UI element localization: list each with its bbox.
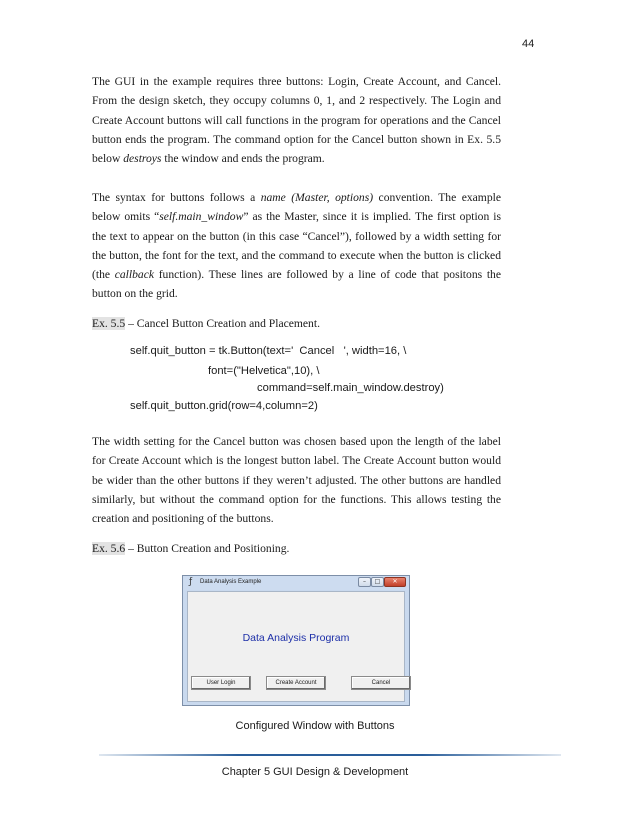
emphasis-main-window: self.main_window bbox=[159, 210, 244, 224]
example-title: – Button Creation and Positioning. bbox=[125, 542, 290, 555]
page-number: 44 bbox=[522, 38, 535, 50]
window-client-area bbox=[187, 591, 405, 702]
paragraph-width-setting: The width setting for the Cancel button was chosen based upon the length of the label for Create Account which is the longest button label. The Create Account button would be wider than the other buttons if they weren’t adjusted. The other buttons are handled similarly, but without the command option for the functions. This allows testing the creation and positioning of the buttons. bbox=[92, 435, 501, 526]
window-title-bar bbox=[183, 576, 409, 590]
footer-divider bbox=[99, 754, 561, 756]
window-title: Data Analysis Example bbox=[200, 579, 262, 585]
maximize-icon[interactable]: □ bbox=[371, 577, 384, 587]
code-line-3: command=self.main_window.destroy) bbox=[257, 382, 444, 394]
example-label: Ex. 5.6 bbox=[92, 542, 126, 555]
paragraph-buttons-intro bbox=[92, 72, 501, 168]
example-5-5-heading bbox=[92, 314, 320, 333]
example-title: – Cancel Button Creation and Placement. bbox=[125, 317, 320, 330]
paragraph-text: The syntax for buttons follows a bbox=[92, 191, 261, 204]
paragraph-text-end: the window and ends the program. bbox=[161, 152, 325, 166]
paragraph-text: ” as the Master, since it is implied. The first option is the text to appear on the button (in this case “Cancel”), followed by a width setting for the button, the font for the text, and the command to execute when the button is clicked (the bbox=[92, 210, 502, 282]
code-line-4: self.quit_button.grid(row=4,column=2) bbox=[130, 400, 318, 412]
paragraph-text: function). These lines are followed by a line of code that positons the button on the grid. bbox=[92, 268, 501, 301]
program-heading: Data Analysis Program bbox=[242, 632, 350, 644]
emphasis-callback: callback bbox=[114, 268, 154, 282]
chapter-footer: Chapter 5 GUI Design & Development bbox=[221, 766, 409, 778]
minimize-icon[interactable]: – bbox=[358, 577, 371, 587]
code-line-2: font=("Helvetica",10), \ bbox=[208, 365, 320, 377]
code-line-1: self.quit_button = tk.Button(text=' Cancel ', width=16, \ bbox=[130, 345, 407, 357]
paragraph-text: convention. The example below omits “ bbox=[92, 191, 501, 224]
paragraph-syntax bbox=[92, 188, 501, 304]
example-5-6-heading bbox=[92, 539, 289, 558]
cancel-button[interactable]: Cancel bbox=[351, 676, 411, 690]
figure-caption: Configured Window with Buttons bbox=[235, 720, 395, 732]
create-account-button[interactable]: Create Account bbox=[266, 676, 326, 690]
example-window-screenshot bbox=[182, 575, 410, 706]
emphasis-name-master-options: name (Master, options) bbox=[260, 191, 374, 204]
example-label: Ex. 5.5 bbox=[92, 317, 126, 330]
close-icon[interactable]: ✕ bbox=[384, 577, 406, 587]
user-login-button[interactable]: User Login bbox=[191, 676, 251, 690]
feather-icon: ƒ bbox=[189, 577, 193, 587]
paragraph-text: The GUI in the example requires three buttons: Login, Create Account, and Cancel. From the design sketch, they occupy columns 0, 1, and 2 respectively. The Login and Create Account buttons will call functions in the program for operations and the Cancel button ends the program. The command option for the Cancel button shown in Ex. 5.5 below bbox=[92, 75, 501, 166]
emphasis-destroys: destroys bbox=[123, 152, 162, 166]
